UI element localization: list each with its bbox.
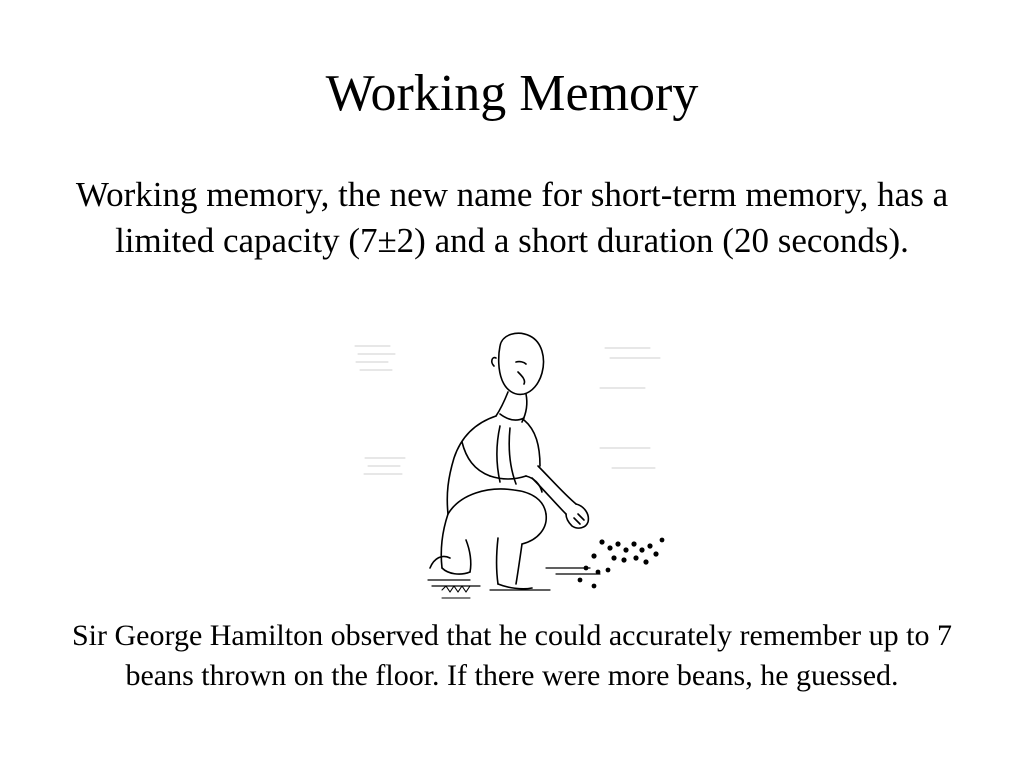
caption-text: Sir George Hamilton observed that he could accurately remember up to 7 beans thrown on the floor. If there were more beans, he guessed. — [72, 619, 952, 692]
slide-title: Working Memory — [325, 65, 699, 122]
illustration-man-counting-beans — [350, 318, 675, 606]
slide-body-text: Working memory, the new name for short-term memory, has a limited capacity (7±2) and a short duration (20 seconds). — [75, 175, 949, 260]
